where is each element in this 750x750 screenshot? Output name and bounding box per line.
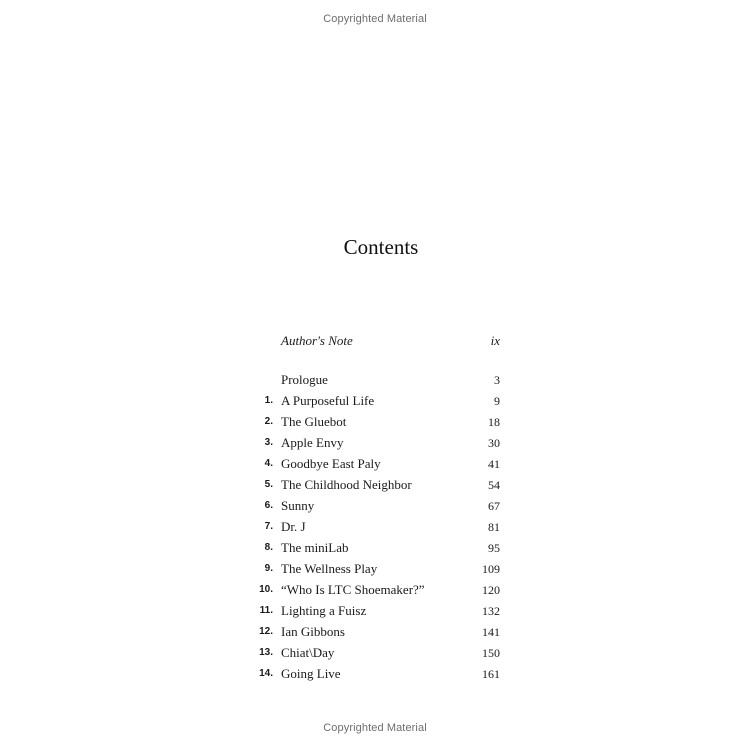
toc-entry[interactable] xyxy=(250,393,500,414)
copyright-watermark-bottom: Copyrighted Material xyxy=(323,722,427,734)
toc-entry-authors-note[interactable] xyxy=(250,333,500,372)
toc-entry-page: 30 xyxy=(488,436,500,450)
toc-entry-number: 5. xyxy=(264,479,273,490)
toc-entry-number: 4. xyxy=(264,458,273,469)
toc-entry-number: 14. xyxy=(259,668,273,679)
toc-entry[interactable] xyxy=(250,603,500,624)
toc-entry-number: 8. xyxy=(264,542,273,553)
toc-entry[interactable] xyxy=(250,561,500,582)
toc-chapter-list xyxy=(250,372,500,687)
toc-entry-title: The Childhood Neighbor xyxy=(281,477,412,492)
toc-entry-title: A Purposeful Life xyxy=(281,393,375,408)
toc-entry-title: Sunny xyxy=(281,498,315,513)
toc-entry[interactable] xyxy=(250,666,500,687)
toc-entry-page: 9 xyxy=(494,394,500,408)
toc-entry-page: 141 xyxy=(482,625,500,639)
toc-entry[interactable] xyxy=(250,477,500,498)
toc-entry-page: 120 xyxy=(482,583,500,597)
toc-entry-number: 10. xyxy=(259,584,273,595)
toc-entry[interactable] xyxy=(250,372,500,393)
toc-entry-page: ix xyxy=(490,333,500,348)
toc-entry-title: Ian Gibbons xyxy=(281,624,345,639)
toc-entry[interactable] xyxy=(250,540,500,561)
toc-entry-title: The Wellness Play xyxy=(281,561,378,576)
toc-entry-page: 3 xyxy=(494,373,500,387)
toc-entry-title: Prologue xyxy=(281,372,328,387)
toc-entry-page: 132 xyxy=(482,604,500,618)
toc-entry-title: “Who Is LTC Shoemaker?” xyxy=(281,582,425,597)
toc-entry-number: 1. xyxy=(264,395,273,406)
page-title: Contents xyxy=(343,235,419,259)
toc-entry[interactable] xyxy=(250,624,500,645)
toc-entry-page: 54 xyxy=(488,478,500,492)
table-of-contents xyxy=(250,333,500,687)
toc-entry-title: Going Live xyxy=(281,666,341,681)
toc-entry[interactable] xyxy=(250,519,500,540)
toc-entry-number: 13. xyxy=(259,647,273,658)
toc-entry-title: Dr. J xyxy=(281,519,306,534)
toc-entry-title: Lighting a Fuisz xyxy=(281,603,367,618)
toc-entry-number: 12. xyxy=(259,626,273,637)
toc-entry[interactable] xyxy=(250,498,500,519)
toc-entry-title: The miniLab xyxy=(281,540,349,555)
toc-entry[interactable] xyxy=(250,435,500,456)
toc-entry-page: 109 xyxy=(482,562,500,576)
toc-entry-number: 11. xyxy=(259,605,273,616)
toc-entry-page: 67 xyxy=(488,499,500,513)
toc-entry-page: 150 xyxy=(482,646,500,660)
toc-entry[interactable] xyxy=(250,414,500,435)
toc-entry-page: 41 xyxy=(488,457,500,471)
toc-entry-number: 6. xyxy=(264,500,273,511)
toc-entry-number: 2. xyxy=(264,416,273,427)
toc-entry-number: 9. xyxy=(264,563,273,574)
toc-entry[interactable] xyxy=(250,582,500,603)
toc-entry-title: Chiat\Day xyxy=(281,645,335,660)
toc-entry-number: 7. xyxy=(264,521,273,532)
toc-entry[interactable] xyxy=(250,645,500,666)
copyright-watermark-top: Copyrighted Material xyxy=(323,13,427,25)
toc-entry[interactable] xyxy=(250,456,500,477)
toc-entry-page: 18 xyxy=(488,415,500,429)
toc-entry-page: 161 xyxy=(482,667,500,681)
toc-entry-page: 95 xyxy=(488,541,500,555)
toc-entry-title: Author's Note xyxy=(281,333,353,348)
toc-entry-number: 3. xyxy=(264,437,273,448)
toc-entry-page: 81 xyxy=(488,520,500,534)
toc-entry-title: Goodbye East Paly xyxy=(281,456,381,471)
toc-entry-title: The Gluebot xyxy=(281,414,347,429)
toc-entry-title: Apple Envy xyxy=(281,435,344,450)
